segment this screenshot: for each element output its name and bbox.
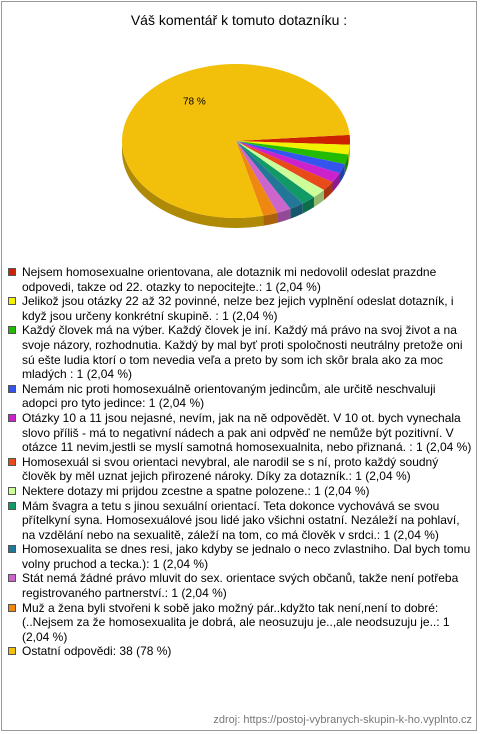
- legend-swatch: [8, 545, 16, 553]
- legend-swatch: [8, 487, 16, 495]
- legend-label: Ostatní odpovědi: 38 (78 %): [22, 644, 172, 659]
- legend-item: [8, 644, 472, 659]
- pie-chart: [0, 0, 480, 260]
- legend-label: Jelikož jsou otázky 22 až 32 povinné, nelze bez jejich vyplnění odeslat dotazník, i když jsou určeny konkrétní skupině. : 1 (2,04 %): [22, 294, 454, 323]
- legend-label: Stát nemá žádné právo mluvit do sex. orientace svých občanů, takže není potřeba registrovaného partnerství.: 1 (2,04 %): [22, 571, 459, 601]
- legend-label: Homosexuál si svou orientaci nevybral, ale narodil se s ní, proto každý soudný člověk by měl uznat jejich přirozené nároky. Díky za dotazník.: 1 (2,04 %): [22, 454, 439, 484]
- legend: [8, 265, 472, 659]
- legend-swatch: [8, 385, 16, 393]
- legend-label: Mám švagra a tetu s jinou sexuální orientací. Teta dokonce vychovává se svou přítelkyní syna. Homosexuálové jsou lidé jako všichni ostatní. Nezáleží na pohlaví, na vzdělání nebo na sexualitě, záleží na tom, co má člověk v srdci.: 1 (2,04 %): [22, 498, 460, 542]
- legend-label: Nemám nic proti homosexuálně orientovaným jedincům, ale určitě neschvaluji adopci pro tyto jedince: 1 (2,04 %): [22, 381, 436, 411]
- legend-swatch: [8, 604, 16, 612]
- legend-swatch: [8, 268, 16, 276]
- legend-item: [8, 411, 472, 455]
- legend-label: Nejsem homosexualne orientovana, ale dotaznik mi nedovolil odeslat prazdne odpovedi, takze od 22. otazky to nepocitejte.: 1 (2,04 %): [22, 265, 437, 294]
- legend-item: [8, 382, 472, 411]
- legend-item: [8, 601, 472, 645]
- legend-label: Každý človek má na výber. Každý človek je iní. Každý má právo na svoj život a na svoje názory, rozhodnutia. Každý by mal byť proti spoločnosti neutrálny pretože oni sú ešte ludia ktorí o tom nevedia veľa a preto by som ich skôr brala ako za moc mladých : 1 (2,04 %): [22, 323, 463, 382]
- legend-item: [8, 571, 472, 600]
- pie-data-label: 78 %: [183, 96, 206, 108]
- legend-swatch: [8, 326, 16, 334]
- legend-swatch: [8, 458, 16, 466]
- legend-label: Otázky 10 a 11 jsou nejasné, nevím, jak na ně odpovědět. V 10 ot. bych vynechala slovo příliš - má to negativní nádech a pak ani odpvěď ne nemůže být pozitivní. V otázce 11 nevim,jestli se myslí samotná homosexualnita, nebo přiznaná. : 1 (2,04 %): [22, 410, 472, 455]
- legend-label: Nektere dotazy mi prijdou zcestne a spatne polozene.: 1 (2,04 %): [22, 483, 370, 498]
- legend-item: [8, 455, 472, 484]
- legend-item: [8, 323, 472, 381]
- legend-item: [8, 484, 472, 499]
- chart-title: Váš komentář k tomuto dotazníku :: [130, 12, 348, 28]
- legend-swatch: [8, 414, 16, 422]
- legend-swatch: [8, 574, 16, 582]
- source-note: zdroj: https://postoj-vybranych-skupin-k-ho.vyplnto.cz: [213, 714, 472, 726]
- legend-item: [8, 499, 472, 543]
- legend-item: [8, 542, 472, 571]
- legend-swatch: [8, 502, 16, 510]
- legend-label: Homosexualita se dnes resi, jako kdyby se jednalo o neco zvlastniho. Dal bych tomu volny pruchod a tecka.): 1 (2,04 %): [22, 542, 471, 571]
- legend-item: [8, 294, 472, 323]
- legend-swatch: [8, 297, 16, 305]
- legend-label: Muž a žena byli stvořeni k sobě jako možný pár..kdyžto tak není,není to dobré:(..Nejsem za že homosexualita je dobrá, ale neosuzuju je..,ale neodsuzuju je..: 1 (2,04 %): [22, 600, 450, 644]
- legend-swatch: [8, 647, 16, 655]
- legend-item: [8, 265, 472, 294]
